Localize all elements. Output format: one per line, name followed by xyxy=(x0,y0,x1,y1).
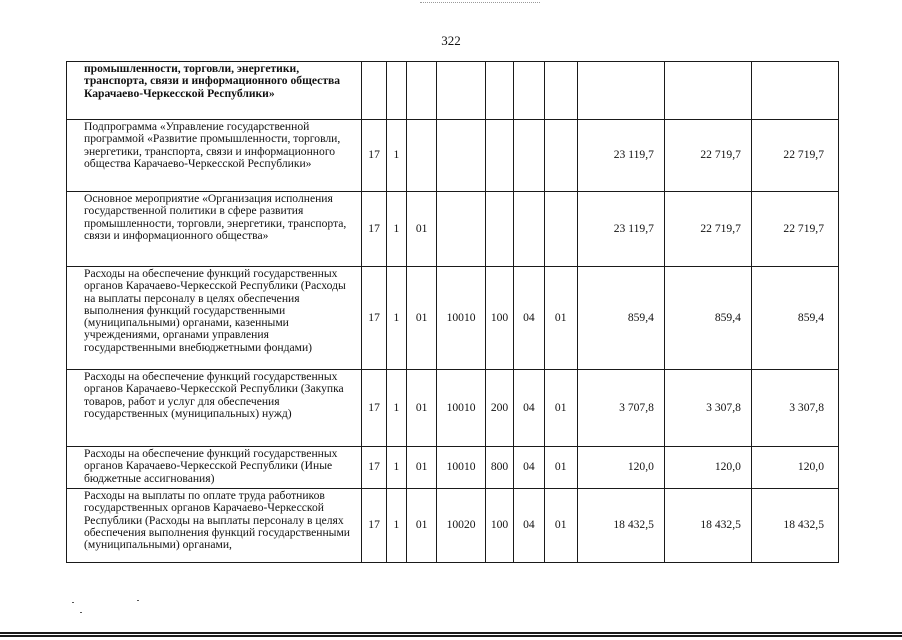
cell-section: 04 xyxy=(514,267,544,370)
table-row xyxy=(67,192,839,267)
scan-speck xyxy=(72,602,74,603)
scan-edge-mark xyxy=(420,2,540,4)
cell-amount-year-3: 22 719,7 xyxy=(751,192,838,267)
cell-expense-type: 100 xyxy=(485,489,513,563)
cell-subprogram-code: 1 xyxy=(386,489,406,563)
page-number: 322 xyxy=(441,33,461,48)
cell-amount-year-1: 120,0 xyxy=(577,447,664,489)
table-row xyxy=(67,489,839,563)
cell-amount-year-2: 120,0 xyxy=(664,447,751,489)
row-description: промышленности, торговли, энергетики, транспорта, связи и информационного общества Карачаево-Черкесской Республики» xyxy=(67,62,362,120)
cell-amount-year-2: 22 719,7 xyxy=(664,120,751,192)
cell-amount-year-2: 22 719,7 xyxy=(664,192,751,267)
cell-amount-year-2 xyxy=(664,62,751,120)
budget-table-body xyxy=(67,62,839,563)
row-description: Основное мероприятие «Организация исполнения государственной политики в сфере развития промышленности, торговли, энергетики, транспорта, связи и информационного общества» xyxy=(67,192,362,267)
cell-amount-year-1: 859,4 xyxy=(577,267,664,370)
cell-amount-year-2: 859,4 xyxy=(664,267,751,370)
row-description: Расходы на обеспечение функций государственных органов Карачаево-Черкесской Республики (Расходы на выплаты персоналу в целях обеспечения выполнения функций государственными (муниципальными) органами, казенными учреждениями, органами управления государственными внебюджетными фондами) xyxy=(67,267,362,370)
cell-program-code: 17 xyxy=(362,370,386,447)
cell-subsection xyxy=(544,62,577,120)
table-row xyxy=(67,447,839,489)
cell-section xyxy=(514,62,544,120)
cell-amount-year-3: 22 719,7 xyxy=(751,120,838,192)
cell-program-code: 17 xyxy=(362,447,386,489)
cell-direction-code: 10010 xyxy=(437,447,486,489)
cell-section xyxy=(514,120,544,192)
cell-amount-year-1: 23 119,7 xyxy=(577,192,664,267)
table-row xyxy=(67,62,839,120)
cell-subprogram-code: 1 xyxy=(386,447,406,489)
cell-direction-code xyxy=(437,62,486,120)
cell-subsection xyxy=(544,192,577,267)
cell-program-code: 17 xyxy=(362,120,386,192)
cell-amount-year-2: 18 432,5 xyxy=(664,489,751,563)
cell-event-code: 01 xyxy=(406,370,436,447)
cell-amount-year-3: 18 432,5 xyxy=(751,489,838,563)
cell-expense-type xyxy=(485,120,513,192)
cell-event-code: 01 xyxy=(406,447,436,489)
cell-direction-code: 10010 xyxy=(437,370,486,447)
cell-subprogram-code: 1 xyxy=(386,120,406,192)
cell-direction-code: 10020 xyxy=(437,489,486,563)
cell-expense-type xyxy=(485,62,513,120)
cell-subprogram-code: 1 xyxy=(386,267,406,370)
cell-expense-type xyxy=(485,192,513,267)
cell-section: 04 xyxy=(514,489,544,563)
scan-speck xyxy=(137,600,139,601)
cell-subsection: 01 xyxy=(544,370,577,447)
cell-event-code: 01 xyxy=(406,489,436,563)
table-row xyxy=(67,370,839,447)
cell-amount-year-1 xyxy=(577,62,664,120)
cell-program-code: 17 xyxy=(362,192,386,267)
cell-direction-code: 10010 xyxy=(437,267,486,370)
cell-amount-year-3: 859,4 xyxy=(751,267,838,370)
cell-event-code: 01 xyxy=(406,192,436,267)
cell-event-code xyxy=(406,62,436,120)
cell-expense-type: 100 xyxy=(485,267,513,370)
cell-section xyxy=(514,192,544,267)
cell-subsection: 01 xyxy=(544,267,577,370)
cell-amount-year-3: 3 307,8 xyxy=(751,370,838,447)
budget-table xyxy=(66,61,839,563)
cell-subsection xyxy=(544,120,577,192)
cell-amount-year-1: 3 707,8 xyxy=(577,370,664,447)
cell-direction-code xyxy=(437,120,486,192)
row-description: Расходы на обеспечение функций государственных органов Карачаево-Черкесской Республики (Закупка товаров, работ и услуг для обеспечения государственных (муниципальных) нужд) xyxy=(67,370,362,447)
cell-program-code xyxy=(362,62,386,120)
row-description: Подпрограмма «Управление государственной программой «Развитие промышленности, торговли, энергетики, транспорта, связи и информационного общества Карачаево-Черкесской Республики» xyxy=(67,120,362,192)
scan-speck xyxy=(80,612,82,613)
table-row xyxy=(67,267,839,370)
cell-event-code xyxy=(406,120,436,192)
cell-expense-type: 800 xyxy=(485,447,513,489)
cell-amount-year-1: 23 119,7 xyxy=(577,120,664,192)
cell-amount-year-1: 18 432,5 xyxy=(577,489,664,563)
scan-bottom-edge-gap xyxy=(0,634,902,635)
cell-amount-year-2: 3 307,8 xyxy=(664,370,751,447)
cell-amount-year-3: 120,0 xyxy=(751,447,838,489)
cell-event-code: 01 xyxy=(406,267,436,370)
cell-subprogram-code: 1 xyxy=(386,370,406,447)
cell-program-code: 17 xyxy=(362,267,386,370)
cell-program-code: 17 xyxy=(362,489,386,563)
row-description: Расходы на выплаты по оплате труда работников государственных органов Карачаево-Черкесской Республики (Расходы на выплаты персоналу в целях обеспечения выполнения функций государственными (муниципальными) органами, xyxy=(67,489,362,563)
cell-subprogram-code xyxy=(386,62,406,120)
row-description: Расходы на обеспечение функций государственных органов Карачаево-Черкесской Республики (Иные бюджетные ассигнования) xyxy=(67,447,362,489)
cell-direction-code xyxy=(437,192,486,267)
cell-expense-type: 200 xyxy=(485,370,513,447)
cell-amount-year-3 xyxy=(751,62,838,120)
table-row xyxy=(67,120,839,192)
cell-subsection: 01 xyxy=(544,489,577,563)
cell-section: 04 xyxy=(514,447,544,489)
cell-section: 04 xyxy=(514,370,544,447)
cell-subsection: 01 xyxy=(544,447,577,489)
cell-subprogram-code: 1 xyxy=(386,192,406,267)
